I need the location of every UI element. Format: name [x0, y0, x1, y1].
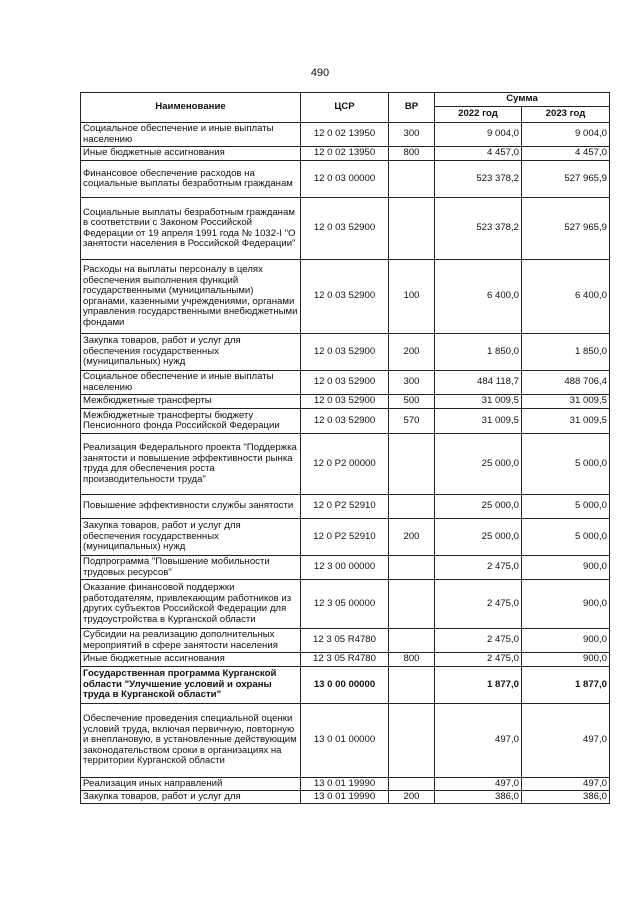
row-vr: [389, 198, 435, 260]
row-2022: 1 850,0: [435, 334, 522, 371]
row-csr: 13 0 01 00000: [301, 704, 389, 778]
row-2023: 9 004,0: [522, 123, 610, 147]
row-2022: 523 378,2: [435, 161, 522, 198]
row-name: Социальное обеспечение и иные выплаты населению: [81, 123, 301, 147]
header-2023: 2023 год: [522, 107, 610, 123]
row-csr: 12 3 00 00000: [301, 556, 389, 580]
table-row: [81, 371, 610, 395]
row-csr: 12 0 P2 52910: [301, 495, 389, 519]
row-2023: 5 000,0: [522, 434, 610, 495]
header-csr: ЦСР: [301, 93, 389, 123]
row-2022: 1 877,0: [435, 667, 522, 704]
row-2022: 25 000,0: [435, 495, 522, 519]
row-name: Повышение эффективности службы занятости: [81, 495, 301, 519]
row-2022: 31 009,5: [435, 409, 522, 434]
row-csr: 12 3 05 R4780: [301, 629, 389, 653]
table-row: [81, 791, 610, 804]
row-csr: 12 0 P2 00000: [301, 434, 389, 495]
row-2023: 4 457,0: [522, 147, 610, 161]
row-vr: 800: [389, 147, 435, 161]
row-2022: 523 378,2: [435, 198, 522, 260]
table-row: [81, 123, 610, 147]
row-name: Закупка товаров, работ и услуг для обеспечения государственных (муниципальных) нужд: [81, 334, 301, 371]
row-csr: 12 0 03 52900: [301, 371, 389, 395]
row-2022: 2 475,0: [435, 653, 522, 667]
row-2023: 900,0: [522, 580, 610, 629]
row-vr: 200: [389, 334, 435, 371]
header-vr: ВР: [389, 93, 435, 123]
row-vr: 300: [389, 371, 435, 395]
row-vr: [389, 434, 435, 495]
table-row: [81, 409, 610, 434]
row-2023: 488 706,4: [522, 371, 610, 395]
row-name: Межбюджетные трансферты: [81, 395, 301, 409]
row-vr: [389, 778, 435, 791]
row-csr: 12 0 03 52900: [301, 198, 389, 260]
row-csr: 12 0 03 52900: [301, 409, 389, 434]
row-vr: 200: [389, 791, 435, 804]
row-vr: [389, 667, 435, 704]
table-row: [81, 667, 610, 704]
row-2023: 900,0: [522, 629, 610, 653]
row-2022: 4 457,0: [435, 147, 522, 161]
row-2023: 527 965,9: [522, 198, 610, 260]
row-2022: 2 475,0: [435, 556, 522, 580]
row-2023: 1 850,0: [522, 334, 610, 371]
row-vr: [389, 704, 435, 778]
row-2022: 2 475,0: [435, 629, 522, 653]
row-csr: 12 0 03 52900: [301, 260, 389, 334]
row-name: Подпрограмма "Повышение мобильности трудовых ресурсов": [81, 556, 301, 580]
row-name: Иные бюджетные ассигнования: [81, 147, 301, 161]
table-row: [81, 580, 610, 629]
table-row: [81, 434, 610, 495]
row-2022: 484 118,7: [435, 371, 522, 395]
table-row: [81, 334, 610, 371]
row-name: Субсидии на реализацию дополнительных мероприятий в сфере занятости населения: [81, 629, 301, 653]
row-name: Закупка товаров, работ и услуг для: [81, 791, 301, 804]
row-2023: 386,0: [522, 791, 610, 804]
row-vr: 500: [389, 395, 435, 409]
row-2023: 31 009,5: [522, 395, 610, 409]
row-vr: 570: [389, 409, 435, 434]
table-row: [81, 519, 610, 556]
row-2023: 6 400,0: [522, 260, 610, 334]
table-row: [81, 161, 610, 198]
row-name: Социальные выплаты безработным гражданам в соответствии с Законом Российской Федерации от 19 апреля 1991 года № 1032-I "О занятости населения в Российской Федерации": [81, 198, 301, 260]
row-vr: [389, 495, 435, 519]
row-csr: 12 3 05 00000: [301, 580, 389, 629]
row-2023: 900,0: [522, 556, 610, 580]
row-name: Обеспечение проведения специальной оценки условий труда, включая первичную, повторную и внеплановую, в установленные действующим законодательством сроки в организациях на территории Курганской области: [81, 704, 301, 778]
row-2022: 2 475,0: [435, 580, 522, 629]
row-csr: 12 0 03 52900: [301, 334, 389, 371]
row-vr: [389, 629, 435, 653]
row-name: Иные бюджетные ассигнования: [81, 653, 301, 667]
row-2022: 497,0: [435, 778, 522, 791]
row-vr: 100: [389, 260, 435, 334]
table-row: [81, 556, 610, 580]
row-csr: 12 0 02 13950: [301, 147, 389, 161]
header-2022: 2022 год: [435, 107, 522, 123]
row-csr: 12 0 02 13950: [301, 123, 389, 147]
row-name: Социальное обеспечение и иные выплаты населению: [81, 371, 301, 395]
row-csr: 12 0 03 52900: [301, 395, 389, 409]
row-vr: [389, 556, 435, 580]
table-row: [81, 198, 610, 260]
row-vr: [389, 161, 435, 198]
row-vr: 200: [389, 519, 435, 556]
row-2022: 497,0: [435, 704, 522, 778]
row-name: Реализация иных направлений: [81, 778, 301, 791]
row-2022: 31 009,5: [435, 395, 522, 409]
row-csr: 13 0 00 00000: [301, 667, 389, 704]
row-2023: 5 000,0: [522, 495, 610, 519]
table-row: [81, 653, 610, 667]
row-2023: 1 877,0: [522, 667, 610, 704]
row-name: Расходы на выплаты персоналу в целях обеспечения выполнения функций государственными (муниципальными) органами, казенными учреждениями, органами управления государственными внебюджетными фондами: [81, 260, 301, 334]
table-row: [81, 260, 610, 334]
row-name: Реализация Федерального проекта "Поддержка занятости и повышение эффективности рынка труда для обеспечения роста производительности труда": [81, 434, 301, 495]
table-row: [81, 395, 610, 409]
row-vr: 300: [389, 123, 435, 147]
row-2023: 900,0: [522, 653, 610, 667]
row-csr: 12 0 03 00000: [301, 161, 389, 198]
table-row: [81, 495, 610, 519]
row-csr: 12 0 P2 52910: [301, 519, 389, 556]
table-row: [81, 629, 610, 653]
row-2023: 497,0: [522, 778, 610, 791]
row-csr: 13 0 01 19990: [301, 778, 389, 791]
row-name: Оказание финансовой поддержки работодателям, привлекающим работников из других субъектов Российской Федерации для трудоустройства в Курганской области: [81, 580, 301, 629]
header-name: Наименование: [81, 93, 301, 123]
row-name: Финансовое обеспечение расходов на социальные выплаты безработным гражданам: [81, 161, 301, 198]
row-vr: [389, 580, 435, 629]
budget-table: [80, 92, 610, 804]
row-2023: 31 009,5: [522, 409, 610, 434]
row-csr: 13 0 01 19990: [301, 791, 389, 804]
row-2023: 497,0: [522, 704, 610, 778]
table-row: [81, 147, 610, 161]
table-row: [81, 778, 610, 791]
table-row: [81, 704, 610, 778]
row-csr: 12 3 05 R4780: [301, 653, 389, 667]
row-2022: 25 000,0: [435, 434, 522, 495]
row-2023: 527 965,9: [522, 161, 610, 198]
page-number: 490: [310, 67, 330, 79]
row-2022: 6 400,0: [435, 260, 522, 334]
row-2022: 9 004,0: [435, 123, 522, 147]
row-name: Закупка товаров, работ и услуг для обеспечения государственных (муниципальных) нужд: [81, 519, 301, 556]
row-vr: 800: [389, 653, 435, 667]
row-2022: 25 000,0: [435, 519, 522, 556]
row-2023: 5 000,0: [522, 519, 610, 556]
header-sum: Сумма: [435, 93, 610, 107]
row-name: Государственная программа Курганской области "Улучшение условий и охраны труда в Курганской области": [81, 667, 301, 704]
row-2022: 386,0: [435, 791, 522, 804]
row-name: Межбюджетные трансферты бюджету Пенсионного фонда Российской Федерации: [81, 409, 301, 434]
